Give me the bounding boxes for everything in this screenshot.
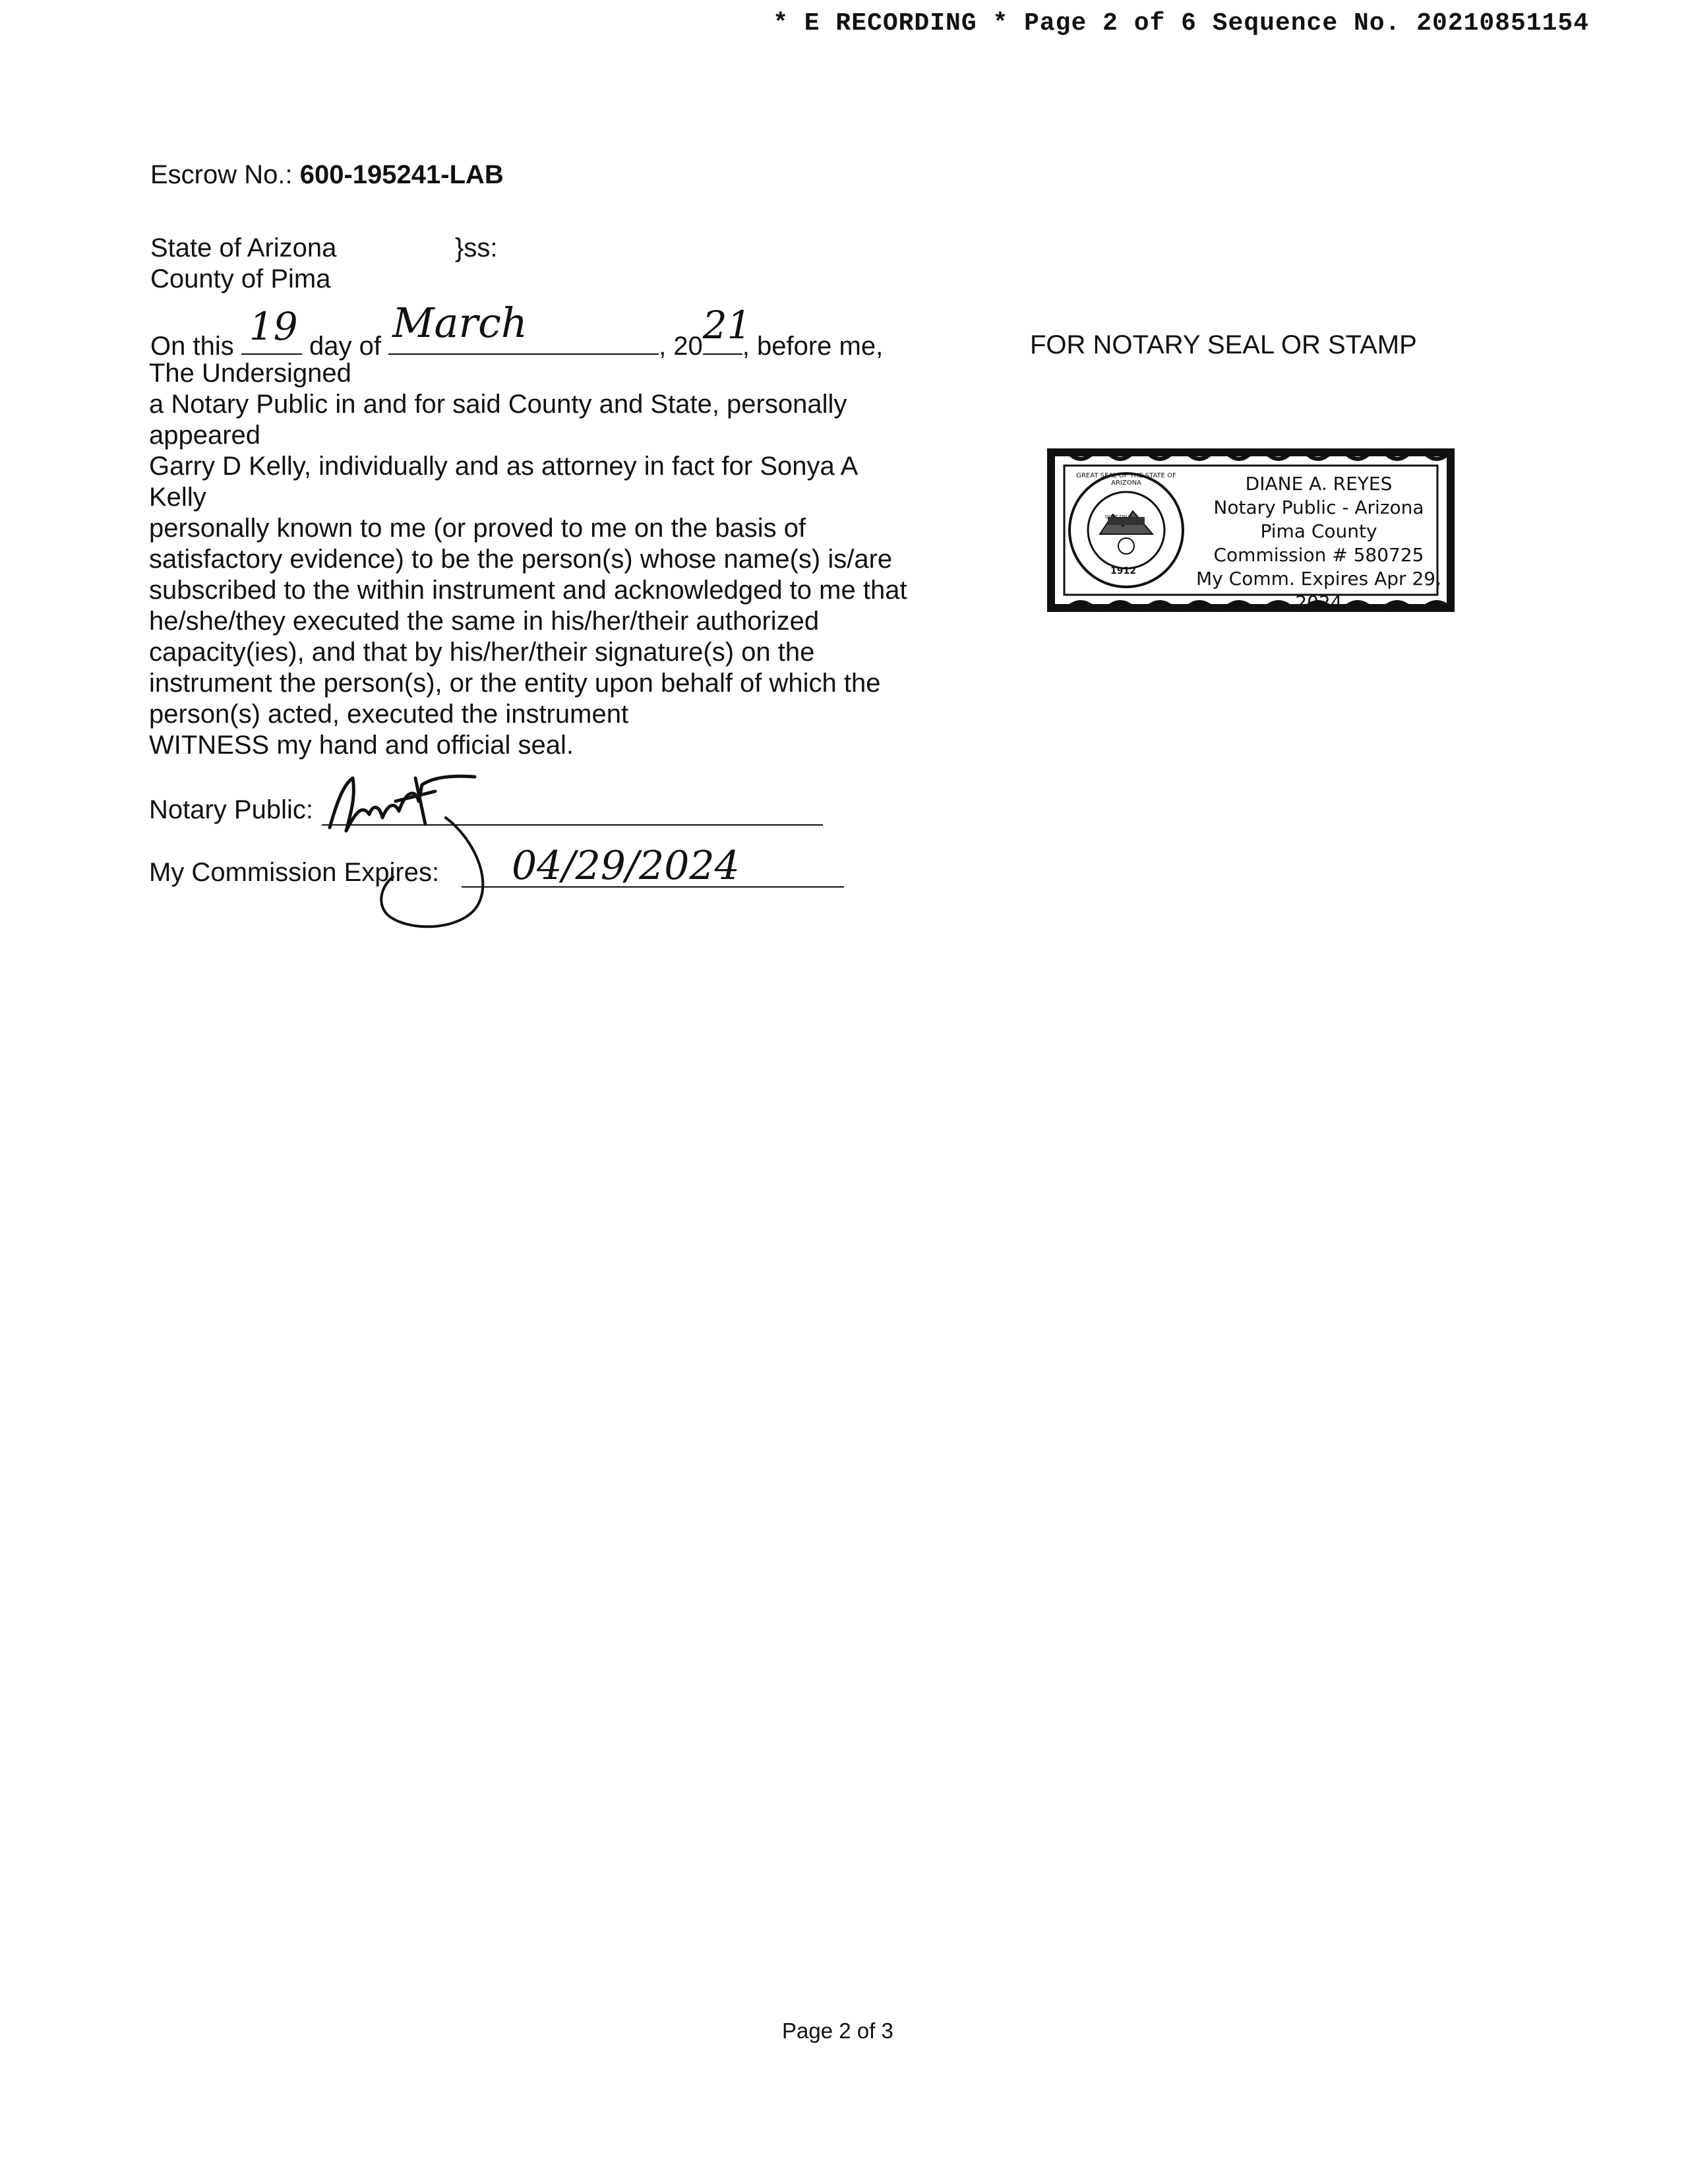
month-handwritten: March	[392, 299, 528, 347]
on-this-text: On this	[150, 332, 234, 361]
day-of-text: day of	[309, 332, 381, 361]
body-line: capacity(ies), and that by his/her/their signature(s) on the	[149, 638, 815, 667]
seal-ring-text: GREAT SEAL OF THE STATE OF ARIZONA	[1076, 472, 1176, 487]
signer-line-2: Kelly	[149, 483, 206, 512]
appeared-text: appeared	[149, 421, 261, 450]
signature-loop	[367, 811, 498, 943]
seal-motto: DITAT DEUS	[1105, 514, 1133, 520]
page-footer: Page 2 of 3	[782, 2018, 893, 2043]
acknowledgment-date-line	[150, 299, 884, 362]
body-line: subscribed to the within instrument and acknowledged to me that	[149, 576, 907, 605]
escrow-number: 600-195241-LAB	[299, 160, 504, 189]
body-line: instrument the person(s), or the entity upon behalf of which the	[149, 669, 881, 698]
year-blank	[702, 303, 752, 355]
seal-year: 1912	[1110, 566, 1136, 576]
year-handwritten: 21	[702, 303, 752, 348]
body-line: satisfactory evidence) to be the person(s) whose name(s) is/are	[149, 545, 893, 574]
stamp-title: Notary Public - Arizona	[1213, 497, 1424, 518]
body-line: person(s) acted, executed the instrument	[149, 700, 629, 729]
venue-ss: }ss:	[455, 233, 498, 262]
signer-line-1: Garry D Kelly, individually and as attorney in fact for Sonya A	[149, 452, 859, 481]
stamp-commission-number: Commission # 580725	[1213, 544, 1424, 566]
notary-seal-label: FOR NOTARY SEAL OR STAMP	[1030, 330, 1417, 359]
month-blank	[388, 299, 659, 355]
witness-line: WITNESS my hand and official seal.	[149, 731, 574, 760]
day-handwritten: 19	[249, 304, 298, 349]
notary-statement: a Notary Public in and for said County and State, personally	[149, 390, 847, 419]
notary-public-label: Notary Public:	[149, 795, 313, 824]
venue-state: State of Arizona	[150, 233, 337, 262]
escrow-number-line	[150, 160, 504, 191]
stamp-county: Pima County	[1260, 520, 1377, 542]
escrow-label: Escrow No.:	[150, 160, 293, 189]
year-prefix: , 20	[659, 332, 703, 361]
notary-stamp	[1047, 448, 1456, 612]
stamp-text-block	[1187, 472, 1451, 615]
acknowledgment-body	[149, 358, 953, 761]
stamp-notary-name: DIANE A. REYES	[1245, 473, 1393, 495]
day-blank	[241, 304, 302, 355]
commission-expires-label: My Commission Expires:	[149, 858, 440, 887]
body-line: he/she/they executed the same in his/her/their authorized	[149, 607, 820, 636]
body-line: personally known to me (or proved to me on the basis of	[149, 514, 806, 543]
commission-date-handwritten: 04/29/2024	[512, 843, 740, 889]
venue-county: County of Pima	[150, 264, 331, 293]
recording-header: * E RECORDING * Page 2 of 6 Sequence No. 20210851154	[773, 9, 1589, 38]
officer-name: The Undersigned	[149, 359, 351, 388]
stamp-expiration: My Comm. Expires Apr 29, 2024	[1196, 568, 1441, 613]
before-me-text: , before me,	[742, 332, 884, 361]
